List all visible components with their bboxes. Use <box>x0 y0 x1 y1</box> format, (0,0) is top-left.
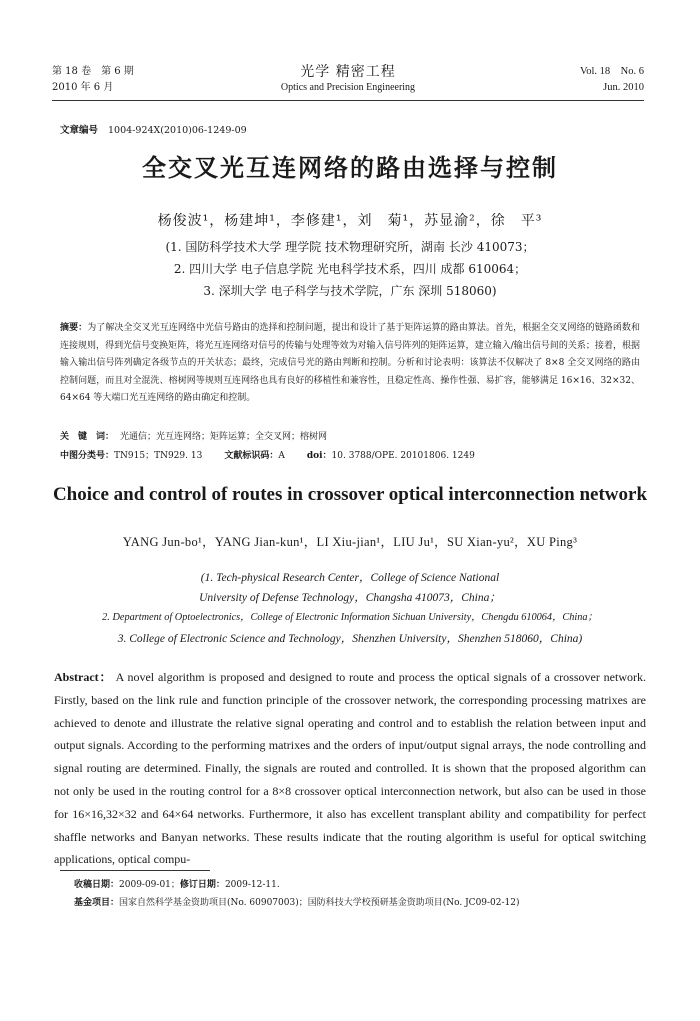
doc-code-value: A <box>278 451 285 461</box>
authors-en: YANG Jun-bo¹，YANG Jian-kun¹，LI Xiu-jian¹，LIU Ju¹，SU Xian-yu²，XU Ping³ <box>122 535 578 549</box>
volume-issue-en: Vol. 18 No. 6 <box>580 66 644 77</box>
fund-label: 基金项目： <box>74 898 120 908</box>
affiliation-en-1a: (1. Tech-physical Research Center，College of Science National <box>200 572 500 584</box>
affiliation-cn-3: 3. 深圳大学 电子科学与技术学院，广东 深圳 518060) <box>203 284 497 298</box>
affiliation-cn-2: 2. 四川大学 电子信息学院 光电科学技术系，四川 成都 610064； <box>173 262 527 276</box>
fund-value: 国家自然科学基金资助项目(No. 60907003)；国防科技大学校预研基金资助项目(No. JC09-02-12) <box>119 898 520 908</box>
date-cn: 2010 年 6 月 <box>52 82 114 93</box>
header-divider <box>52 100 644 101</box>
keywords-cn <box>60 429 640 446</box>
header-right <box>580 64 644 96</box>
classification-line <box>60 448 640 465</box>
keywords-cn-label: 关 键 词： <box>60 432 115 442</box>
date-en: Jun. 2010 <box>603 82 644 93</box>
header-center <box>52 64 644 96</box>
journal-name-cn: 光学 精密工程 <box>300 64 396 80</box>
keywords-cn-text: 光通信；光互连网络；矩阵运算；全交叉网；榕树网 <box>120 432 328 442</box>
affiliation-en-1b: University of Defense Technology，Changsha 410073，China； <box>199 592 501 604</box>
abstract-en-label: Abstract： <box>54 670 113 684</box>
affiliation-cn-1: (1. 国防科学技术大学 理学院 技术物理研究所，湖南 长沙 410073； <box>165 240 535 254</box>
abstract-en <box>54 666 646 871</box>
title-cn: 全交叉光互连网络的路由选择与控制 <box>142 154 558 182</box>
doc-code-label: 文献标识码： <box>224 451 279 461</box>
journal-name-en: Optics and Precision Engineering <box>280 82 416 93</box>
revised-value: 2009-12-11. <box>224 880 280 890</box>
footnote-funding <box>74 894 654 912</box>
received-label: 收稿日期： <box>74 880 120 890</box>
doi-label: doi： <box>306 451 332 461</box>
affiliation-en-2: 2. Department of Optoelectronics，College of Electronic Information Sichuan University，Chengdu 610064，China； <box>102 612 598 623</box>
doi-value: 10. 3788/OPE. 20101806. 1249 <box>331 451 475 461</box>
abstract-cn-label: 摘要： <box>60 323 88 333</box>
article-number <box>60 122 247 136</box>
affiliation-en-3: 3. College of Electronic Science and Technology，Shenzhen University，Shenzhen 518060，China) <box>117 633 583 645</box>
footnote-divider <box>60 870 210 871</box>
running-header <box>52 64 644 98</box>
abstract-en-text: A novel algorithm is proposed and designed to route and process the optical signals of a crossover network. Firstly, based on the link rule and function principle of the crossover network, the corresponding processing matrixes are achieved to denote and illustrate the relative signal operating and control and to establish the relation between input and output signals. According to the performing matrixes and the orders of input/output signal arrays, the node controlling and signal routing are determined. Finally, the signals are routed and controlled. It is shown that the proposed algorithm can not only be used in the routing control for a 8×8 crossover optical interconnection network, but also can be used in those for 16×16,32×32 and 64×64 networks. Furthermore, it also has excellent transplant ability and compatibility for perfect shaffle networks and Banyan networks. These results indicate that the routing algorithm is useful for optical switching applications, optical compu- <box>54 670 647 867</box>
volume-issue-cn: 第 18 卷 第 6 期 <box>52 66 134 77</box>
received-value: 2009-09-01； <box>119 880 180 890</box>
article-number-label: 文章编号 <box>60 125 99 136</box>
authors-cn: 杨俊波¹，杨建坤¹，李修建¹，刘 菊¹，苏显渝²，徐 平³ <box>157 213 543 229</box>
footnote-dates <box>74 876 654 894</box>
title-en: Choice and control of routes in crossover optical interconnection network <box>52 484 648 505</box>
abstract-cn <box>60 320 640 408</box>
revised-label: 修订日期： <box>179 880 225 890</box>
abstract-cn-text: 为了解决全交叉光互连网络中光信号路由的选择和控制问题，提出和设计了基于矩阵运算的路由算法。首先，根据全交叉网络的链路函数和连接规则，得到光信号变换矩阵，将光互连网络对信号的传输与处理等效为对输入信号阵列的矩阵运算，建立输入/输出信号间的关系；接着，根据输入输出信号阵列确定各级节点的开关状态；最终，完成信号光的路由判断和控制。分析和讨论表明：该算法不仅解决了 8×8 全交叉网络的路由控制问题，而且对全混洗、榕树网等规则互连网络也具有良好的移植性和兼容性，且稳定性高、操作性强、易扩容，能够满足 16×16、32×32、64×64 等大端口光互连网络的路由确定和控制。 <box>60 323 640 403</box>
clc-value: TN915；TN929. 13 <box>114 451 203 461</box>
article-number-value: 1004-924X(2010)06-1249-09 <box>108 125 247 136</box>
clc-label: 中图分类号： <box>60 451 115 461</box>
